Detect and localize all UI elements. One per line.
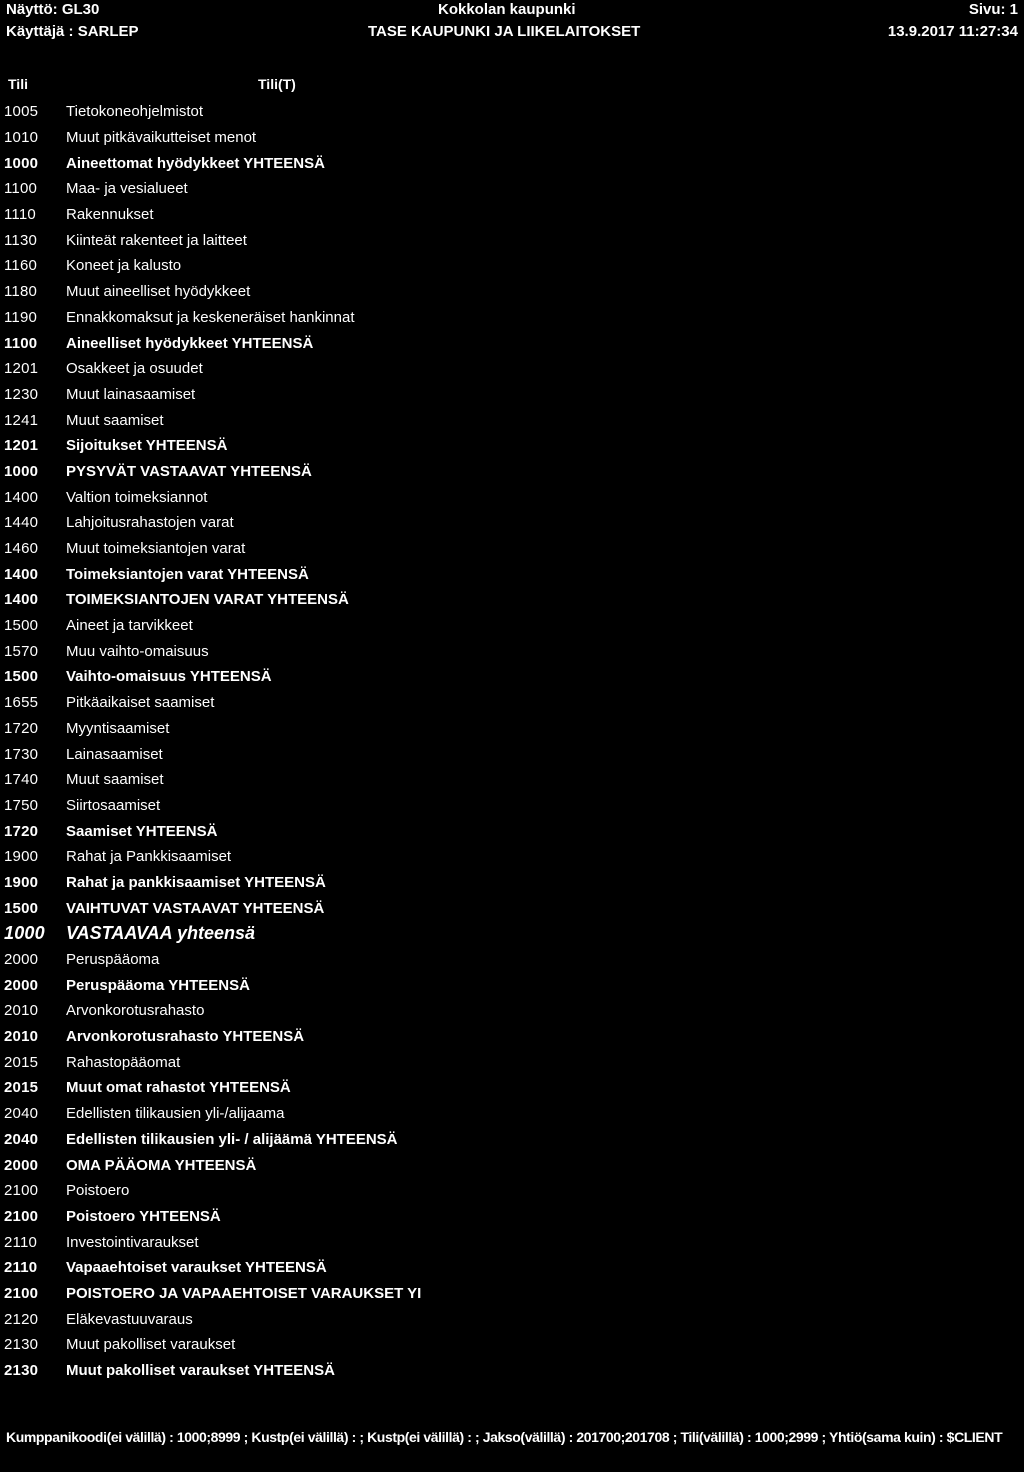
table-row [0, 1101, 1024, 1127]
account-code: 1440 [4, 514, 39, 532]
account-name: Muut aineelliset hyödykkeet [66, 283, 251, 301]
screen-code: Näyttö: GL30 [6, 1, 100, 18]
table-row [0, 536, 1024, 562]
account-code: 1500 [4, 617, 39, 635]
account-code: 2130 [4, 1336, 39, 1354]
account-code: 2130 [4, 1362, 39, 1380]
table-row [0, 767, 1024, 793]
account-code: 1400 [4, 488, 39, 506]
table-row [0, 279, 1024, 305]
table-row [0, 305, 1024, 331]
account-code: 1740 [4, 771, 39, 789]
table-row [0, 561, 1024, 587]
account-name: Arvonkorotusrahasto [66, 1002, 205, 1020]
account-name: Eläkevastuuvaraus [66, 1310, 193, 1328]
account-name: TOIMEKSIANTOJEN VARAT YHTEENSÄ [66, 591, 349, 609]
table-row [0, 587, 1024, 613]
account-code: 2100 [4, 1284, 39, 1302]
account-code: 2120 [4, 1310, 39, 1328]
table-row [0, 895, 1024, 921]
account-name: Vaihto-omaisuus YHTEENSÄ [66, 668, 272, 686]
table-row [0, 1204, 1024, 1230]
table-row [0, 1178, 1024, 1204]
organization-name: Kokkolan kaupunki [438, 1, 576, 18]
account-code: 1190 [4, 308, 38, 326]
account-name: Muut pitkävaikutteiset menot [66, 129, 257, 147]
table-row [0, 407, 1024, 433]
account-name: Peruspääoma [66, 951, 160, 969]
account-name: Lainasaamiset [66, 745, 163, 763]
account-code: 2000 [4, 976, 39, 994]
account-code: 1201 [4, 437, 39, 455]
table-row [0, 972, 1024, 998]
account-list [0, 99, 1024, 1383]
table-row [0, 99, 1024, 125]
account-name: Toimeksiantojen varat YHTEENSÄ [66, 565, 309, 583]
account-name: Sijoitukset YHTEENSÄ [66, 437, 228, 455]
table-row [0, 716, 1024, 742]
account-name: Pitkäaikaiset saamiset [66, 694, 215, 712]
account-name: Peruspääoma YHTEENSÄ [66, 976, 250, 994]
account-name: Rahat ja Pankkisaamiset [66, 848, 232, 866]
account-name: Maa- ja vesialueet [66, 180, 188, 198]
account-name: Investointivaraukset [66, 1233, 199, 1251]
account-code: 1010 [4, 129, 39, 147]
account-code: 1100 [4, 334, 38, 352]
table-row [0, 253, 1024, 279]
account-code: 2110 [4, 1259, 38, 1277]
table-row [0, 356, 1024, 382]
account-name: Kiinteät rakenteet ja laitteet [66, 231, 247, 249]
column-header-account: Tili [8, 76, 28, 92]
table-row [0, 818, 1024, 844]
table-row [0, 1306, 1024, 1332]
account-code: 1130 [4, 231, 38, 249]
table-row [0, 433, 1024, 459]
account-code: 1460 [4, 540, 39, 558]
account-code: 1730 [4, 745, 39, 763]
table-row [0, 1332, 1024, 1358]
table-row [0, 1127, 1024, 1153]
account-code: 1000 [4, 462, 39, 480]
report-title: TASE KAUPUNKI JA LIIKELAITOKSET [368, 23, 641, 40]
column-header-account-name: Tili(T) [258, 76, 296, 92]
account-name: Poistoero YHTEENSÄ [66, 1207, 221, 1225]
account-name: OMA PÄÄOMA YHTEENSÄ [66, 1156, 257, 1174]
account-code: 2015 [4, 1053, 39, 1071]
account-name: Tietokoneohjelmistot [66, 103, 204, 121]
account-code: 1201 [4, 360, 39, 378]
account-name: Edellisten tilikausien yli-/alijaama [66, 1105, 285, 1123]
account-name: Koneet ja kalusto [66, 257, 182, 275]
account-name: Aineet ja tarvikkeet [66, 617, 193, 635]
table-row [0, 202, 1024, 228]
table-row [0, 947, 1024, 973]
account-name: Vapaaehtoiset varaukset YHTEENSÄ [66, 1259, 327, 1277]
account-name: Muut toimeksiantojen varat [66, 540, 246, 558]
table-row [0, 1024, 1024, 1050]
account-code: 2000 [4, 951, 39, 969]
account-name: Muut pakolliset varaukset YHTEENSÄ [66, 1362, 335, 1380]
account-name: POISTOERO JA VAPAAEHTOISET VARAUKSET YI [66, 1284, 422, 1302]
account-code: 1000 [4, 923, 45, 944]
table-row [0, 1229, 1024, 1255]
account-name: Muut lainasaamiset [66, 385, 196, 403]
table-row [0, 459, 1024, 485]
account-code: 1180 [4, 283, 38, 301]
account-code: 2100 [4, 1182, 39, 1200]
account-name: PYSYVÄT VASTAAVAT YHTEENSÄ [66, 462, 312, 480]
account-code: 1230 [4, 385, 39, 403]
account-name: Muut pakolliset varaukset [66, 1336, 236, 1354]
table-row [0, 1152, 1024, 1178]
table-row [0, 125, 1024, 151]
account-name: VASTAAVAA yhteensä [66, 923, 256, 944]
account-code: 1900 [4, 873, 39, 891]
table-row [0, 664, 1024, 690]
table-row [0, 1255, 1024, 1281]
user-name: Käyttäjä : SARLEP [6, 23, 139, 40]
table-row [0, 998, 1024, 1024]
table-row [0, 150, 1024, 176]
table-row [0, 844, 1024, 870]
table-row [0, 613, 1024, 639]
account-name: Osakkeet ja osuudet [66, 360, 203, 378]
account-name: Muut saamiset [66, 771, 164, 789]
table-row [0, 793, 1024, 819]
table-row [0, 1075, 1024, 1101]
account-code: 2100 [4, 1207, 39, 1225]
account-code: 1750 [4, 796, 39, 814]
account-name: Muut saamiset [66, 411, 164, 429]
account-code: 1720 [4, 719, 39, 737]
account-code: 2040 [4, 1105, 39, 1123]
account-name: Ennakkomaksut ja keskeneräiset hankinnat [66, 308, 355, 326]
account-code: 1100 [4, 180, 38, 198]
account-name: Aineettomat hyödykkeet YHTEENSÄ [66, 154, 325, 172]
table-row [0, 1358, 1024, 1384]
table-row [0, 690, 1024, 716]
filter-criteria: Kumppanikoodi(ei välillä) : 1000;8999 ; Kustp(ei välillä) : ; Kustp(ei välillä) : ; Jakso(välillä) : 201700;201708 ; Tili(välillä) : 1000;2999 ; Yhtiö(sama kuin) : $CLIENT [6, 1429, 1003, 1445]
account-name: Myyntisaamiset [66, 719, 170, 737]
account-name: Rakennukset [66, 206, 154, 224]
table-row [0, 176, 1024, 202]
account-name: Muut omat rahastot YHTEENSÄ [66, 1079, 291, 1097]
account-name: Lahjoitusrahastojen varat [66, 514, 234, 532]
account-name: Rahat ja pankkisaamiset YHTEENSÄ [66, 873, 326, 891]
account-name: Muu vaihto-omaisuus [66, 642, 209, 660]
account-code: 1570 [4, 642, 39, 660]
account-name: VAIHTUVAT VASTAAVAT YHTEENSÄ [66, 899, 325, 917]
account-code: 1000 [4, 154, 39, 172]
table-row [0, 382, 1024, 408]
account-code: 1655 [4, 694, 39, 712]
account-code: 1241 [4, 411, 39, 429]
account-code: 1400 [4, 591, 39, 609]
account-name: Rahastopääomat [66, 1053, 181, 1071]
account-name: Saamiset YHTEENSÄ [66, 822, 218, 840]
table-row [0, 921, 1024, 947]
account-code: 1400 [4, 565, 39, 583]
account-code: 1900 [4, 848, 39, 866]
account-name: Arvonkorotusrahasto YHTEENSÄ [66, 1028, 305, 1046]
account-code: 2040 [4, 1130, 39, 1148]
table-row [0, 741, 1024, 767]
table-row [0, 510, 1024, 536]
account-code: 1005 [4, 103, 39, 121]
account-code: 1500 [4, 668, 39, 686]
account-code: 2010 [4, 1028, 39, 1046]
account-code: 1720 [4, 822, 39, 840]
table-row [0, 870, 1024, 896]
account-code: 2110 [4, 1233, 38, 1251]
account-code: 1160 [4, 257, 38, 275]
account-name: Aineelliset hyödykkeet YHTEENSÄ [66, 334, 314, 352]
table-row [0, 484, 1024, 510]
account-name: Valtion toimeksiannot [66, 488, 208, 506]
account-code: 1110 [4, 206, 36, 224]
account-name: Poistoero [66, 1182, 130, 1200]
account-name: Edellisten tilikausien yli- / alijäämä YHTEENSÄ [66, 1130, 398, 1148]
account-name: Siirtosaamiset [66, 796, 161, 814]
account-code: 1500 [4, 899, 39, 917]
table-row [0, 1281, 1024, 1307]
account-code: 2010 [4, 1002, 39, 1020]
table-row [0, 638, 1024, 664]
table-row [0, 330, 1024, 356]
account-code: 2000 [4, 1156, 39, 1174]
page-number: Sivu: 1 [968, 1, 1018, 18]
table-row [0, 227, 1024, 253]
account-code: 2015 [4, 1079, 39, 1097]
report-datetime: 13.9.2017 11:27:34 [887, 23, 1018, 40]
table-row [0, 1049, 1024, 1075]
